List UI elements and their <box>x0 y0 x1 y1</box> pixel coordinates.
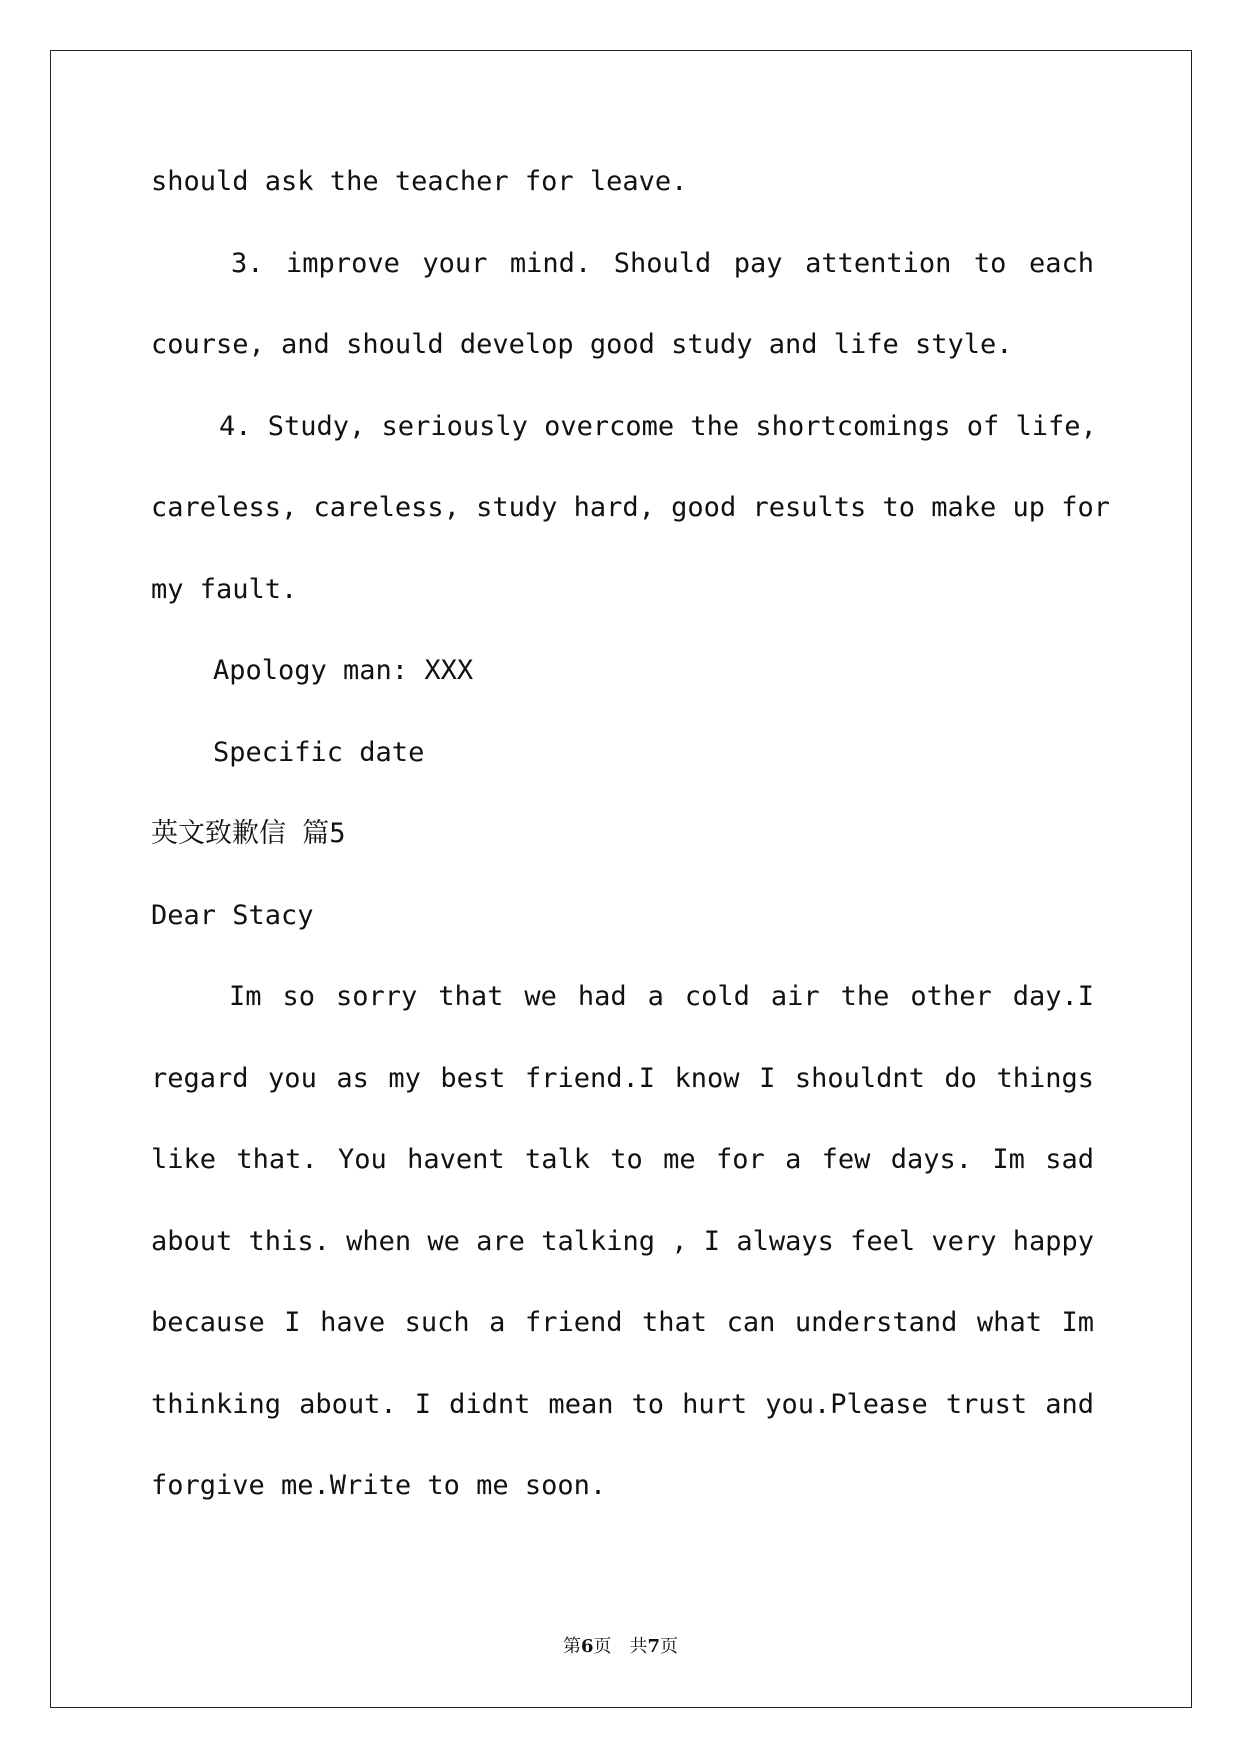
document-body <box>151 158 1111 1544</box>
text-line: careless, careless, study hard, good results to make up for <box>151 492 1111 523</box>
paragraph-line: forgive me.Write to me soon. <box>151 1470 607 1501</box>
salutation: Dear Stacy <box>151 899 314 931</box>
page-footer <box>0 1632 1241 1658</box>
date-line: Specific date <box>213 736 425 768</box>
paragraph-line: because I have such a friend that can understand what Im <box>151 1307 1094 1338</box>
footer-suffix: 页 <box>660 1636 679 1657</box>
text-line: should ask the teacher for leave. <box>151 166 688 197</box>
section-heading: 英文致歉信 篇5 <box>151 818 346 849</box>
paragraph-line: about this. when we are talking , I always feel very happy <box>151 1225 1094 1257</box>
paragraph-line: regard you as my best friend.I know I shouldnt do things <box>151 1062 1094 1094</box>
paragraph-line: Im so sorry that we had a cold air the other day.I <box>229 981 1094 1012</box>
total-page-number: 7 <box>647 1636 661 1657</box>
text-line: course, and should develop good study and life style. <box>151 329 1013 360</box>
paragraph-line: like that. You havent talk to me for a few days. Im sad <box>151 1144 1094 1175</box>
current-page-number: 6 <box>580 1636 594 1657</box>
signature-line: Apology man: XXX <box>213 655 474 686</box>
footer-prefix: 第 <box>562 1636 581 1657</box>
footer-middle: 页 共 <box>593 1636 648 1657</box>
text-line: my fault. <box>151 573 298 605</box>
list-item-4: 4. Study, seriously overcome the shortcomings of life, <box>219 410 1097 442</box>
paragraph-line: thinking about. I didnt mean to hurt you.Please trust and <box>151 1388 1094 1420</box>
list-item-3: 3. improve your mind. Should pay attention to each <box>231 247 1094 279</box>
